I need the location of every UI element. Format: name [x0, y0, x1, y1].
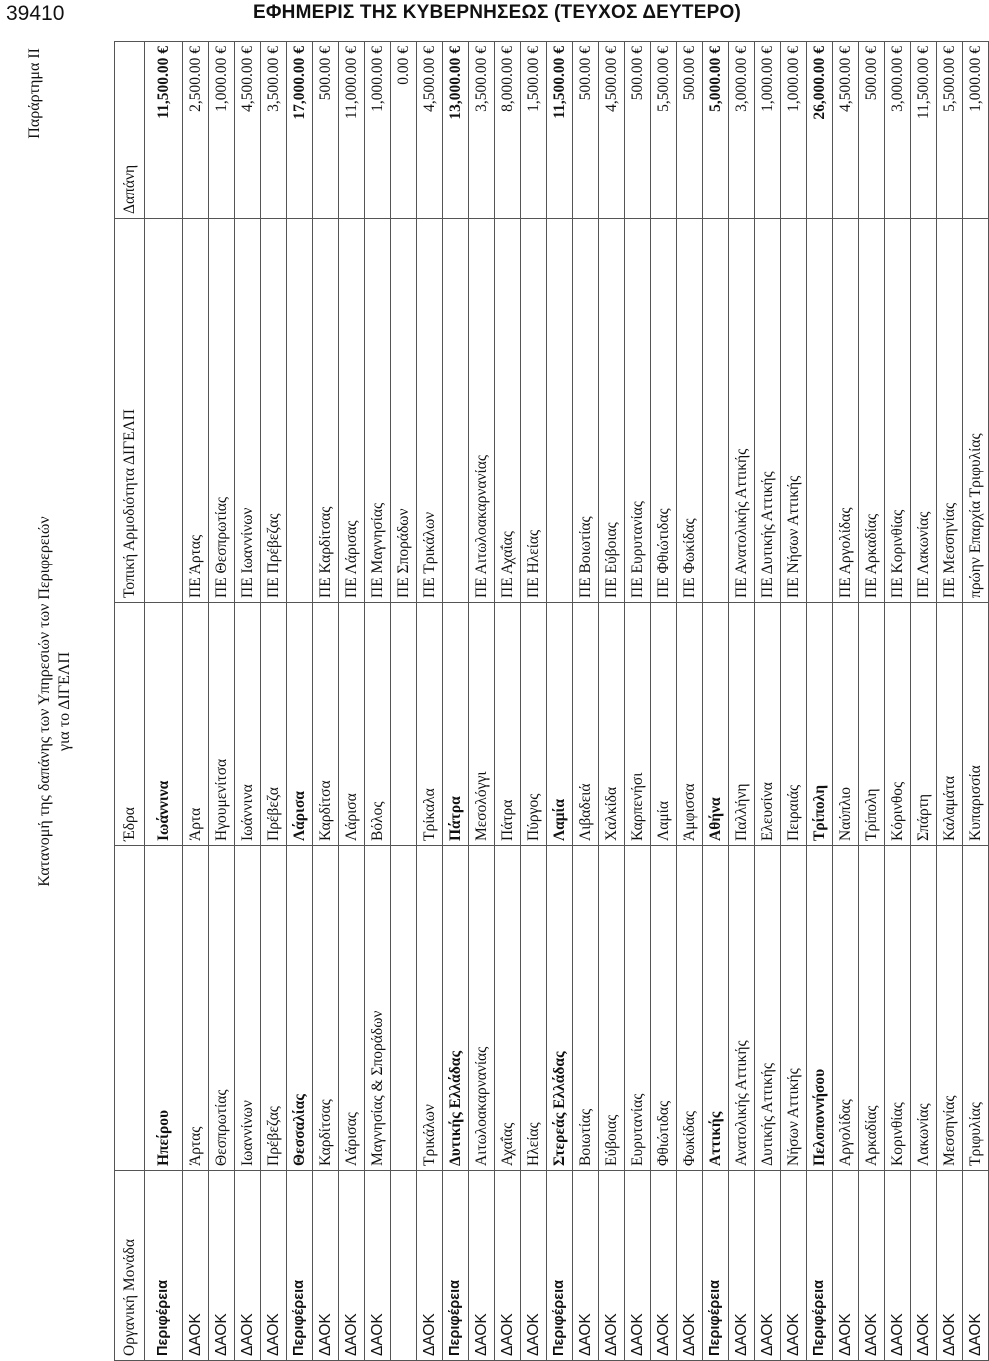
cell-expense: 4,500.00 € [417, 42, 443, 219]
cell-unit-name: Λάρισας [339, 846, 365, 1171]
cell-unit-name: Μεσσηνίας [937, 846, 963, 1171]
table-row [755, 42, 781, 1361]
table-row [911, 42, 937, 1361]
table-row [781, 42, 807, 1361]
table-row [391, 42, 417, 1361]
cell-seat [391, 603, 417, 846]
cell-seat: Καρπενήσι [625, 603, 651, 846]
cell-expense: 500.00 € [859, 42, 885, 219]
cell-unit-name: Ευρυτανίας [625, 846, 651, 1171]
cell-unit-name: Φθιώτιδας [651, 846, 677, 1171]
cell-unit-name: Φωκίδας [677, 846, 703, 1171]
table-row [833, 42, 859, 1361]
cell-unit-name: Θεσπρωτίας [209, 846, 235, 1171]
cell-expense: 1,000.00 € [963, 42, 989, 219]
cell-unit-name: Πρέβεζας [261, 846, 287, 1171]
cell-expense: 3,500.00 € [469, 42, 495, 219]
cell-competence: ΠΕ Μαγνησίας [365, 219, 391, 603]
cell-unit-type: ΔΑΟΚ [859, 1171, 885, 1361]
table-row [495, 42, 521, 1361]
cell-seat: Ηγουμενίτσα [209, 603, 235, 846]
cell-expense: 11,500.00 € [145, 42, 183, 219]
cell-unit-name: Αχαΐας [495, 846, 521, 1171]
cell-unit-type: ΔΑΟΚ [261, 1171, 287, 1361]
cell-competence: ΠΕ Ευρυτανίας [625, 219, 651, 603]
table-row [209, 42, 235, 1361]
cell-expense: 500.00 € [677, 42, 703, 219]
cell-unit-type: ΔΑΟΚ [235, 1171, 261, 1361]
cell-unit-name: Δυτικής Ελλάδας [443, 846, 469, 1171]
cell-expense: 11,500.00 € [547, 42, 573, 219]
cell-unit-name: Στερεάς Ελλάδας [547, 846, 573, 1171]
cell-competence: πρώην Επαρχία Τριφυλίας [963, 219, 989, 603]
table-header-row [115, 42, 145, 1361]
cell-unit-name: Εύβοιας [599, 846, 625, 1171]
cell-seat: Πύργος [521, 603, 547, 846]
cell-expense: 3,500.00 € [261, 42, 287, 219]
cell-seat: Κυπαρισσία [963, 603, 989, 846]
document-title: Κατανομή της δαπάνης των Υπηρεσιών των Περιφερειών [36, 516, 53, 887]
table-row [599, 42, 625, 1361]
cell-expense: 3,000.00 € [885, 42, 911, 219]
cell-unit-name: Πελοποννήσου [807, 846, 833, 1171]
page-number: 39410 [6, 2, 65, 25]
cell-expense: 5,500.00 € [651, 42, 677, 219]
table-row [729, 42, 755, 1361]
cell-unit-type: ΔΑΟΚ [937, 1171, 963, 1361]
cell-unit-name: Νήσων Αττικής [781, 846, 807, 1171]
cell-competence: ΠΕ Κορινθίας [885, 219, 911, 603]
table-row [339, 42, 365, 1361]
cell-unit-name: Ιωαννίνων [235, 846, 261, 1171]
table-row [521, 42, 547, 1361]
cell-competence: ΠΕ Ηλείας [521, 219, 547, 603]
cell-seat: Πειραιάς [781, 603, 807, 846]
cell-expense: 0.00 € [391, 42, 417, 219]
table-row [313, 42, 339, 1361]
cell-seat: Ιωάννινα [235, 603, 261, 846]
cell-unit-name: Θεσσαλίας [287, 846, 313, 1171]
header-unit-name [115, 846, 145, 1171]
cell-expense: 5,000.00 € [703, 42, 729, 219]
cell-unit-type: ΔΑΟΚ [755, 1171, 781, 1361]
cell-unit-type: Περιφέρεια [443, 1171, 469, 1361]
header-unit: Οργανική Μονάδα [115, 1171, 145, 1361]
cell-unit-name: Δυτικής Αττικής [755, 846, 781, 1171]
cell-expense: 4,500.00 € [833, 42, 859, 219]
cell-unit-type: Περιφέρεια [287, 1171, 313, 1361]
cell-unit-type: ΔΑΟΚ [339, 1171, 365, 1361]
cell-unit-type: Περιφέρεια [145, 1171, 183, 1361]
cell-expense: 17,000.00 € [287, 42, 313, 219]
cell-unit-type: ΔΑΟΚ [599, 1171, 625, 1361]
cell-seat: Κόρινθος [885, 603, 911, 846]
table-row [235, 42, 261, 1361]
table-row [963, 42, 989, 1361]
region-row [287, 42, 313, 1361]
cell-seat: Λαμία [651, 603, 677, 846]
gazette-title: ΕΦΗΜΕΡΙΣ ΤΗΣ ΚΥΒΕΡΝΗΣΕΩΣ (ΤΕΥΧΟΣ ΔΕΥΤΕΡΟ) [253, 2, 741, 23]
expense-table [114, 41, 989, 1361]
region-row [443, 42, 469, 1361]
cell-expense: 2,500.00 € [183, 42, 209, 219]
cell-unit-type: ΔΑΟΚ [729, 1171, 755, 1361]
cell-expense: 3,000.00 € [729, 42, 755, 219]
header-competence: Τοπική Αρμοδιότητα ΔΙΓΕΛΠ [115, 219, 145, 603]
cell-unit-name [391, 846, 417, 1171]
cell-competence: ΠΕ Αιτωλοακαρνανίας [469, 219, 495, 603]
table-row [937, 42, 963, 1361]
cell-seat: Βόλος [365, 603, 391, 846]
cell-competence: ΠΕ Τρικάλων [417, 219, 443, 603]
cell-seat: Ναύπλιο [833, 603, 859, 846]
cell-competence: ΠΕ Αργολίδας [833, 219, 859, 603]
cell-expense: 5,500.00 € [937, 42, 963, 219]
cell-expense: 8,000.00 € [495, 42, 521, 219]
cell-competence: ΠΕ Πρέβεζας [261, 219, 287, 603]
cell-expense: 1,000.00 € [781, 42, 807, 219]
cell-unit-name: Ηλείας [521, 846, 547, 1171]
cell-unit-name: Μαγνησίας & Σποράδων [365, 846, 391, 1171]
cell-unit-type: ΔΑΟΚ [521, 1171, 547, 1361]
cell-expense: 1,000.00 € [755, 42, 781, 219]
cell-unit-type: ΔΑΟΚ [911, 1171, 937, 1361]
cell-competence: ΠΕ Φθιώτιδας [651, 219, 677, 603]
cell-unit-name: Κορινθίας [885, 846, 911, 1171]
cell-unit-type: Περιφέρεια [547, 1171, 573, 1361]
cell-unit-type: ΔΑΟΚ [495, 1171, 521, 1361]
cell-expense: 4,500.00 € [235, 42, 261, 219]
table-row [261, 42, 287, 1361]
cell-unit-type: ΔΑΟΚ [625, 1171, 651, 1361]
table-row [885, 42, 911, 1361]
header-expense: Δαπάνη [115, 42, 145, 219]
cell-unit-name: Ηπείρου [145, 846, 183, 1171]
table-row [625, 42, 651, 1361]
cell-competence [703, 219, 729, 603]
cell-unit-name: Λακωνίας [911, 846, 937, 1171]
cell-unit-name: Αρκαδίας [859, 846, 885, 1171]
page-header [0, 0, 960, 34]
cell-seat: Τρίπολη [807, 603, 833, 846]
cell-unit-type: ΔΑΟΚ [417, 1171, 443, 1361]
cell-seat: Καλαμάτα [937, 603, 963, 846]
cell-seat: Ιωάννινα [145, 603, 183, 846]
cell-expense: 1,000.00 € [209, 42, 235, 219]
table-row [651, 42, 677, 1361]
cell-competence: ΠΕ Φωκίδας [677, 219, 703, 603]
cell-competence: ΠΕ Δυτικής Αττικής [755, 219, 781, 603]
cell-unit-name: Τριφυλίας [963, 846, 989, 1171]
cell-unit-type: ΔΑΟΚ [651, 1171, 677, 1361]
cell-seat: Άμφισσα [677, 603, 703, 846]
cell-competence: ΠΕ Θεσπρωτίας [209, 219, 235, 603]
cell-competence: ΠΕ Εύβοιας [599, 219, 625, 603]
cell-seat: Καρδίτσα [313, 603, 339, 846]
cell-competence: ΠΕ Καρδίτσας [313, 219, 339, 603]
cell-unit-name: Αιτωλοακαρνανίας [469, 846, 495, 1171]
cell-seat: Σπάρτη [911, 603, 937, 846]
cell-unit-name: Βοιωτίας [573, 846, 599, 1171]
cell-seat: Τρίκαλα [417, 603, 443, 846]
region-row [145, 42, 183, 1361]
cell-seat: Χαλκίδα [599, 603, 625, 846]
cell-expense: 11,000.00 € [339, 42, 365, 219]
cell-expense: 500.00 € [313, 42, 339, 219]
cell-unit-name: Αργολίδας [833, 846, 859, 1171]
annex-label: Παράρτημα ΙΙ [26, 48, 43, 139]
document-subtitle: για το ΔΙΓΕΛΠ [56, 651, 73, 752]
cell-unit-name: Καρδίτσας [313, 846, 339, 1171]
table-row [677, 42, 703, 1361]
cell-unit-name: Άρτας [183, 846, 209, 1171]
table-body [145, 42, 989, 1361]
cell-seat: Αθήνα [703, 603, 729, 846]
table-row [859, 42, 885, 1361]
cell-competence: ΠΕ Μεσσηνίας [937, 219, 963, 603]
cell-competence: ΠΕ Σποράδων [391, 219, 417, 603]
cell-competence [443, 219, 469, 603]
cell-expense: 11,500.00 € [911, 42, 937, 219]
cell-competence: ΠΕ Αρκαδίας [859, 219, 885, 603]
cell-seat: Πάτρα [443, 603, 469, 846]
cell-unit-type: ΔΑΟΚ [313, 1171, 339, 1361]
table-row [417, 42, 443, 1361]
rotated-annex-page [24, 42, 984, 1361]
cell-unit-type: Περιφέρεια [703, 1171, 729, 1361]
table-row [183, 42, 209, 1361]
cell-competence: ΠΕ Λακωνίας [911, 219, 937, 603]
cell-unit-name: Αττικής [703, 846, 729, 1171]
cell-unit-type: ΔΑΟΚ [183, 1171, 209, 1361]
header-seat: Έδρα [115, 603, 145, 846]
cell-competence: ΠΕ Άρτας [183, 219, 209, 603]
cell-unit-type: ΔΑΟΚ [781, 1171, 807, 1361]
cell-competence [807, 219, 833, 603]
cell-expense: 500.00 € [625, 42, 651, 219]
cell-expense: 26,000.00 € [807, 42, 833, 219]
cell-seat: Μεσολόγγι [469, 603, 495, 846]
region-row [703, 42, 729, 1361]
cell-unit-type: ΔΑΟΚ [469, 1171, 495, 1361]
cell-seat: Λιβαδειά [573, 603, 599, 846]
cell-seat: Τρίπολη [859, 603, 885, 846]
cell-unit-type: ΔΑΟΚ [963, 1171, 989, 1361]
cell-unit-type [391, 1171, 417, 1361]
cell-expense: 1,500.00 € [521, 42, 547, 219]
cell-competence [287, 219, 313, 603]
cell-expense: 4,500.00 € [599, 42, 625, 219]
cell-unit-type: ΔΑΟΚ [365, 1171, 391, 1361]
region-row [807, 42, 833, 1361]
cell-unit-type: ΔΑΟΚ [833, 1171, 859, 1361]
cell-seat: Λαμία [547, 603, 573, 846]
cell-unit-type: ΔΑΟΚ [573, 1171, 599, 1361]
cell-seat: Άρτα [183, 603, 209, 846]
cell-seat: Παλλήνη [729, 603, 755, 846]
region-row [547, 42, 573, 1361]
cell-competence: ΠΕ Ιωαννίνων [235, 219, 261, 603]
cell-seat: Πάτρα [495, 603, 521, 846]
table-row [469, 42, 495, 1361]
cell-expense: 13,000.00 € [443, 42, 469, 219]
cell-expense: 1,000.00 € [365, 42, 391, 219]
table-row [573, 42, 599, 1361]
cell-seat: Ελευσίνα [755, 603, 781, 846]
cell-unit-type: ΔΑΟΚ [677, 1171, 703, 1361]
cell-competence: ΠΕ Ανατολικής Αττικής [729, 219, 755, 603]
cell-unit-type: ΔΑΟΚ [209, 1171, 235, 1361]
cell-competence: ΠΕ Λάρισας [339, 219, 365, 603]
cell-unit-name: Ανατολικής Αττικής [729, 846, 755, 1171]
cell-unit-type: Περιφέρεια [807, 1171, 833, 1361]
cell-competence: ΠΕ Νήσων Αττικής [781, 219, 807, 603]
cell-seat: Πρέβεζα [261, 603, 287, 846]
cell-competence [547, 219, 573, 603]
cell-competence: ΠΕ Βοιωτίας [573, 219, 599, 603]
cell-unit-name: Τρικάλων [417, 846, 443, 1171]
cell-seat: Λάρισα [287, 603, 313, 846]
cell-expense: 500.00 € [573, 42, 599, 219]
cell-seat: Λάρισα [339, 603, 365, 846]
cell-competence [145, 219, 183, 603]
cell-competence: ΠΕ Αχαΐας [495, 219, 521, 603]
cell-unit-type: ΔΑΟΚ [885, 1171, 911, 1361]
table-row [365, 42, 391, 1361]
